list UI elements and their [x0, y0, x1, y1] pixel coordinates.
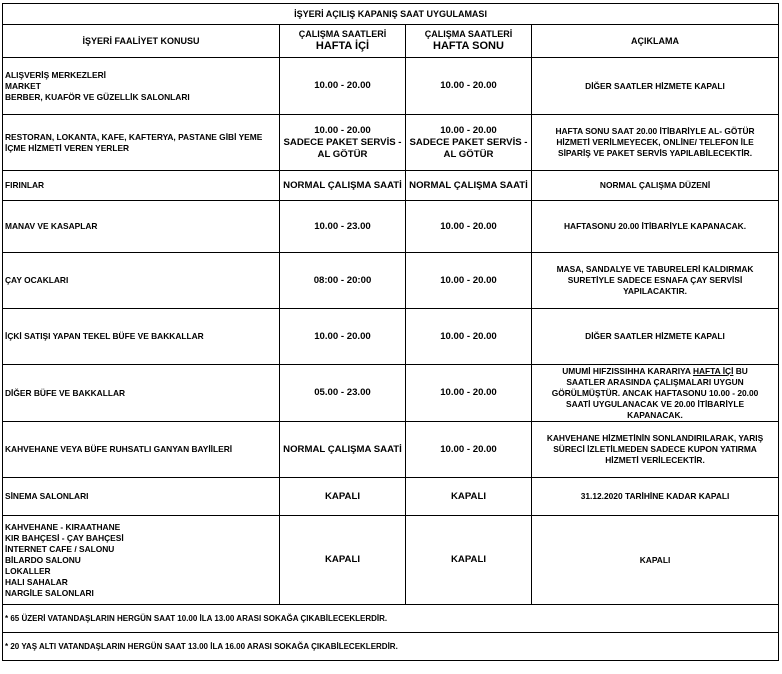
- footnote-row: [3, 633, 779, 661]
- footnote-row: [3, 605, 779, 633]
- footnote-under-20: * 20 YAŞ ALTI VATANDAŞLARIN HERGÜN SAAT 13.00 İLA 16.00 ARASI SOKAĞA ÇIKABİLECEKLERDİR.: [3, 633, 779, 661]
- table-row: [3, 478, 779, 516]
- weekday-hours-cell: 08:00 - 20:00: [280, 253, 406, 309]
- table-title: İŞYERİ AÇILIŞ KAPANIŞ SAAT UYGULAMASI: [3, 4, 779, 25]
- table-row: [3, 201, 779, 253]
- weekend-hours-cell: KAPALI: [406, 478, 532, 516]
- activity-cell: KAHVEHANE VEYA BÜFE RUHSATLI GANYAN BAYİİLERİ: [3, 422, 280, 478]
- table-row: [3, 309, 779, 365]
- header-activity: İŞYERİ FAALİYET KONUSU: [3, 25, 280, 58]
- weekend-hours-cell: 10.00 - 20.00: [406, 58, 532, 115]
- note-cell: HAFTA SONU SAAT 20.00 İTİBARİYLE AL- GÖTÜR HİZMETİ VERİLMEYECEK, ONLİNE/ TELEFON İLE SİPARİŞ VE PAKET SERVİS YAPILABİLECEKTİR.: [532, 115, 779, 171]
- header-weekend: ÇALIŞMA SAATLERİ HAFTA SONU: [406, 25, 532, 58]
- weekday-hours-cell: KAPALI: [280, 516, 406, 605]
- weekend-hours-cell: KAPALI: [406, 516, 532, 605]
- note-cell: KAHVEHANE HİZMETİNİN SONLANDIRILARAK, YARIŞ SÜRECİ İZLETİLMEDEN SADECE KUPON YATIRMA HİZMETİ VERİLECEKTİR.: [532, 422, 779, 478]
- weekend-hours-cell: 10.00 - 20.00: [406, 365, 532, 422]
- weekday-hours-cell: NORMAL ÇALIŞMA SAATİ: [280, 171, 406, 201]
- note-cell: HAFTASONU 20.00 İTİBARİYLE KAPANACAK.: [532, 201, 779, 253]
- note-cell: DİĞER SAATLER HİZMETE KAPALI: [532, 309, 779, 365]
- activity-cell: İÇKİ SATIŞI YAPAN TEKEL BÜFE VE BAKKALLAR: [3, 309, 280, 365]
- table-row: [3, 516, 779, 605]
- activity-cell: ALIŞVERİŞ MERKEZLERİ MARKET BERBER, KUAFÖR VE GÜZELLİK SALONLARI: [3, 58, 280, 115]
- note-cell: UMUMİ HIFZISSIHHA KARARIYA HAFTA İÇİ BU SAATLER ARASINDA ÇALIŞMALARI UYGUN GÖRÜLMÜŞTÜR. ANCAK HAFTASONU 10.00 - 20.00 SAATİ UYGULANACAK VE 20.00 İTİBARİYLE KAPANACAK.: [532, 365, 779, 422]
- table-row: [3, 171, 779, 201]
- weekday-hours-cell: KAPALI: [280, 478, 406, 516]
- weekday-hours-cell: 05.00 - 23.00: [280, 365, 406, 422]
- weekday-hours-cell: 10.00 - 20.00: [280, 309, 406, 365]
- header-row: [3, 25, 779, 58]
- weekday-hours-cell: NORMAL ÇALIŞMA SAATİ: [280, 422, 406, 478]
- header-note: AÇIKLAMA: [532, 25, 779, 58]
- weekend-hours-cell: 10.00 - 20.00 SADECE PAKET SERVİS - AL GÖTÜR: [406, 115, 532, 171]
- note-cell: KAPALI: [532, 516, 779, 605]
- activity-cell: KAHVEHANE - KIRAATHANE KIR BAHÇESİ - ÇAY BAHÇESİ İNTERNET CAFE / SALONU BİLARDO SALONU LOKALLER HALI SAHALAR NARGİLE SALONLARI: [3, 516, 280, 605]
- table-row: [3, 365, 779, 422]
- table-row: [3, 422, 779, 478]
- activity-cell: RESTORAN, LOKANTA, KAFE, KAFTERYA, PASTANE GİBİ YEME İÇME HİZMETİ VEREN YERLER: [3, 115, 280, 171]
- note-cell: 31.12.2020 TARİHİNE KADAR KAPALI: [532, 478, 779, 516]
- activity-cell: MANAV VE KASAPLAR: [3, 201, 280, 253]
- weekday-hours-cell: 10.00 - 23.00: [280, 201, 406, 253]
- weekday-hours-cell: 10.00 - 20.00: [280, 58, 406, 115]
- header-weekday: ÇALIŞMA SAATLERİ HAFTA İÇİ: [280, 25, 406, 58]
- activity-cell: DİĞER BÜFE VE BAKKALLAR: [3, 365, 280, 422]
- activity-cell: FIRINLAR: [3, 171, 280, 201]
- note-cell: MASA, SANDALYE VE TABURELERİ KALDIRMAK SURETİYLE SADECE ESNAFA ÇAY SERVİSİ YAPILACAKTIR.: [532, 253, 779, 309]
- note-cell: NORMAL ÇALIŞMA DÜZENİ: [532, 171, 779, 201]
- footnote-65-plus: * 65 ÜZERİ VATANDAŞLARIN HERGÜN SAAT 10.00 İLA 13.00 ARASI SOKAĞA ÇIKABİLECEKLERDİR.: [3, 605, 779, 633]
- weekday-hours-cell: 10.00 - 20.00 SADECE PAKET SERVİS - AL GÖTÜR: [280, 115, 406, 171]
- weekend-hours-cell: 10.00 - 20.00: [406, 309, 532, 365]
- table-row: [3, 115, 779, 171]
- weekend-hours-cell: 10.00 - 20.00: [406, 253, 532, 309]
- activity-cell: SİNEMA SALONLARI: [3, 478, 280, 516]
- activity-cell: ÇAY OCAKLARI: [3, 253, 280, 309]
- weekend-hours-cell: 10.00 - 20.00: [406, 201, 532, 253]
- weekend-hours-cell: 10.00 - 20.00: [406, 422, 532, 478]
- weekend-hours-cell: NORMAL ÇALIŞMA SAATİ: [406, 171, 532, 201]
- table-row: [3, 253, 779, 309]
- title-row: [3, 4, 779, 25]
- table-row: [3, 58, 779, 115]
- schedule-table: [2, 3, 779, 661]
- note-cell: DİĞER SAATLER HİZMETE KAPALI: [532, 58, 779, 115]
